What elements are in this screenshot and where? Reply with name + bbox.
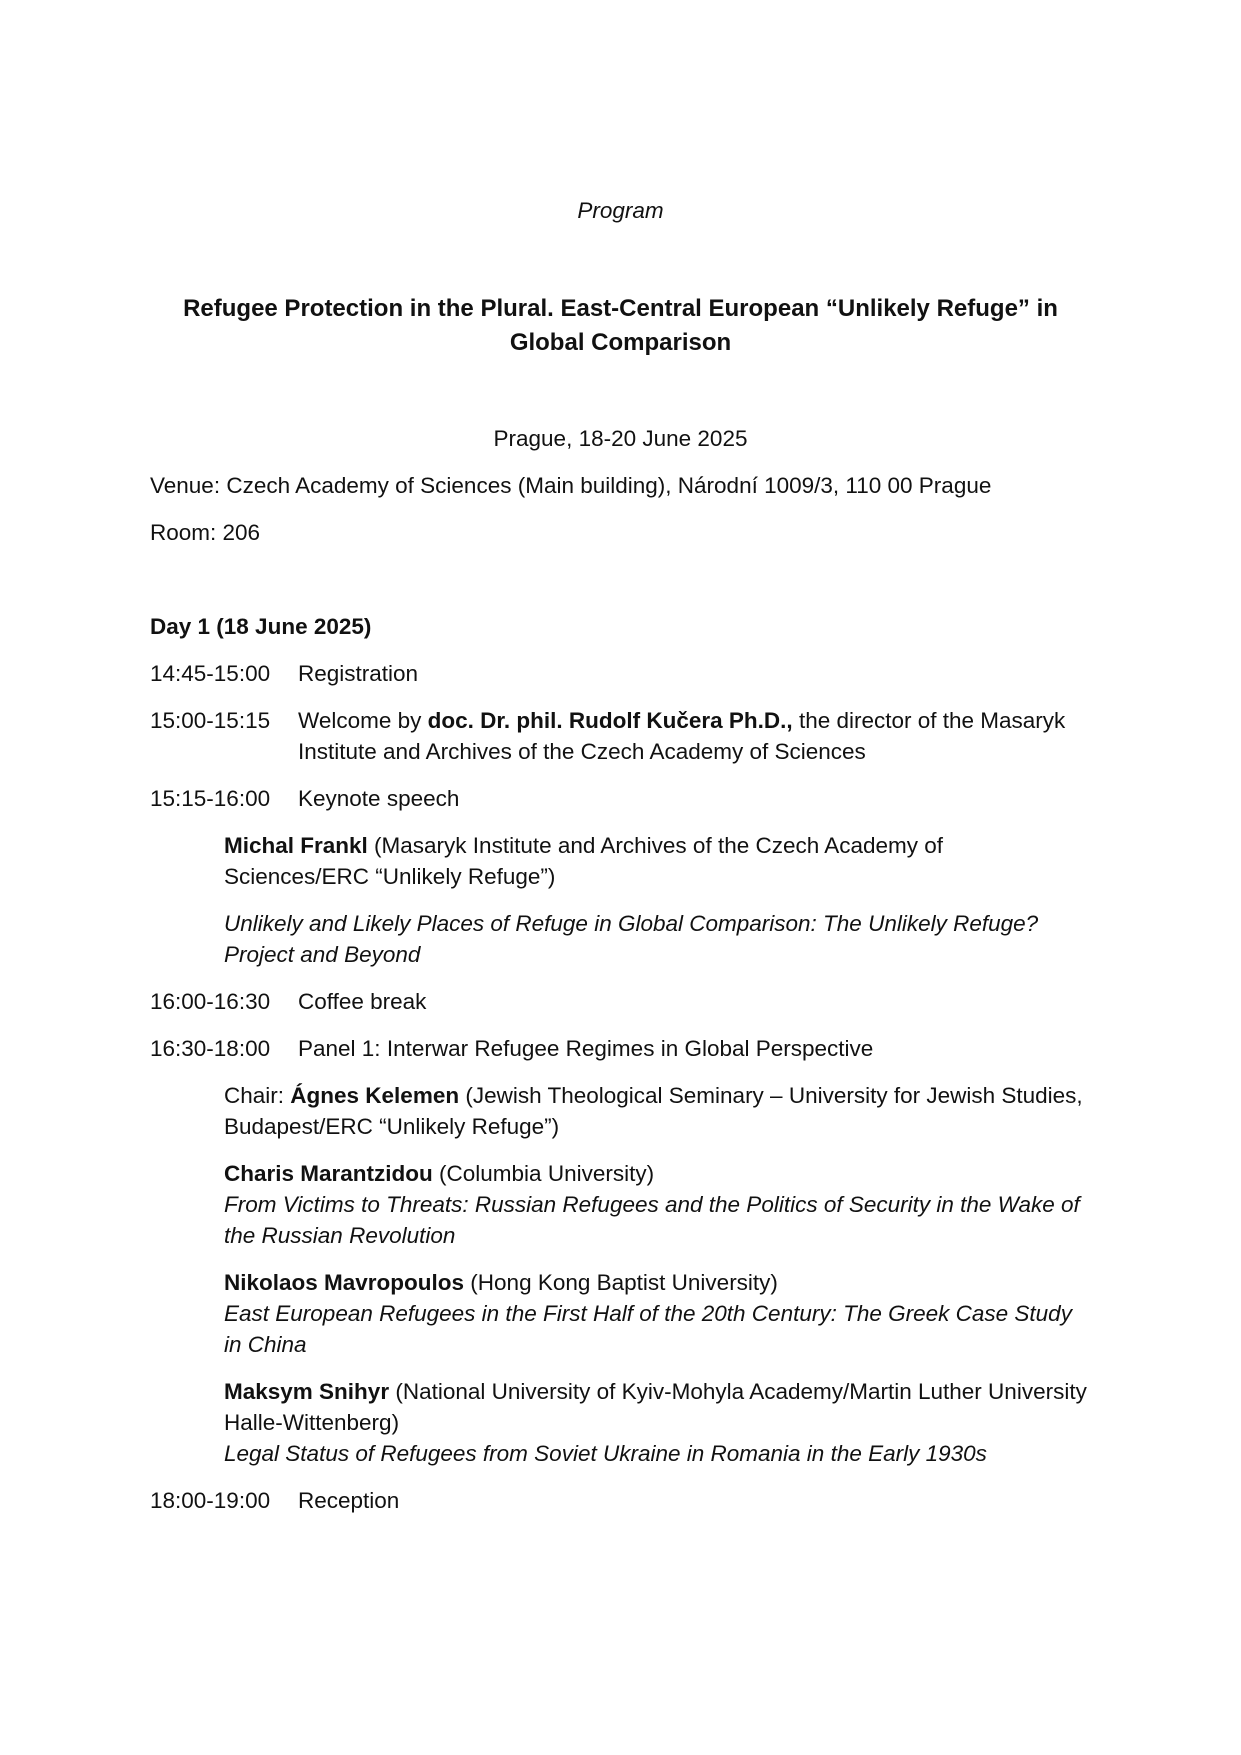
session-title: Keynote speech	[298, 786, 460, 811]
event-venue: Venue: Czech Academy of Sciences (Main building), Národní 1009/3, 110 00 Prague	[150, 473, 992, 498]
welcome-post: the director of the Masaryk Institute and Archives of the Czech Academy of Sciences	[298, 708, 1066, 764]
welcome-pre: Welcome by	[298, 708, 428, 733]
event-date: Prague, 18-20 June 2025	[493, 426, 748, 451]
talk-title: From Victims to Threats: Russian Refugees and the Politics of Security in the Wake of the Russian Revolution	[224, 1192, 1080, 1248]
talk-title: Unlikely and Likely Places of Refuge in Global Comparison: The Unlikely Refuge? Project and Beyond	[224, 911, 1039, 967]
session-title: Coffee break	[298, 989, 427, 1014]
day1-heading: Day 1 (18 June 2025)	[150, 614, 372, 639]
talk-title: Legal Status of Refugees from Soviet Ukraine in Romania in the Early 1930s	[224, 1441, 987, 1466]
keynote-speaker-block	[224, 830, 1094, 892]
session-time: 18:00-19:00	[150, 1488, 271, 1513]
session-time: 15:00-15:15	[150, 708, 271, 733]
panel1-presentation	[224, 1267, 1094, 1360]
session-title: Reception	[298, 1488, 400, 1513]
speaker-name: Nikolaos Mavropoulos	[224, 1270, 465, 1295]
doc-title-line2: Global Comparison	[509, 329, 732, 356]
session-description	[298, 705, 1098, 767]
chair-label: Chair:	[224, 1083, 291, 1108]
panel1-presentation	[224, 1158, 1094, 1251]
speaker-affiliation: (National University of Kyiv-Mohyla Academy/Martin Luther University Halle-Wittenberg)	[224, 1379, 1087, 1435]
session-title: Registration	[298, 661, 419, 686]
doc-title-line1: Refugee Protection in the Plural. East-Central European “Unlikely Refuge” in	[183, 295, 1058, 322]
chair-affiliation: (Jewish Theological Seminary – University for Jewish Studies, Budapest/ERC “Unlikely Refuge”)	[224, 1083, 1083, 1139]
session-time: 16:30-18:00	[150, 1036, 271, 1061]
session-time: 16:00-16:30	[150, 989, 271, 1014]
speaker-affiliation: (Hong Kong Baptist University)	[464, 1270, 778, 1295]
chair-name: Ágnes Kelemen	[290, 1083, 460, 1108]
speaker-affiliation: (Masaryk Institute and Archives of the Czech Academy of Sciences/ERC “Unlikely Refuge”)	[224, 833, 944, 889]
doc-title	[0, 292, 1241, 360]
welcome-speaker: doc. Dr. phil. Rudolf Kučera Ph.D.,	[427, 708, 793, 733]
session-time: 14:45-15:00	[150, 661, 271, 686]
panel1-presentation	[224, 1376, 1094, 1469]
speaker-name: Charis Marantzidou	[224, 1161, 433, 1186]
session-time: 15:15-16:00	[150, 786, 271, 811]
event-room: Room: 206	[150, 520, 261, 545]
session-title: Panel 1: Interwar Refugee Regimes in Global Perspective	[298, 1036, 874, 1061]
doc-label: Program	[577, 198, 664, 223]
speaker-affiliation: (Columbia University)	[432, 1161, 655, 1186]
panel1-chair	[224, 1080, 1094, 1142]
speaker-name: Maksym Snihyr	[224, 1379, 390, 1404]
keynote-talk-block	[224, 908, 1094, 970]
speaker-name: Michal Frankl	[224, 833, 368, 858]
talk-title: East European Refugees in the First Half of the 20th Century: The Greek Case Study in China	[224, 1301, 1072, 1357]
